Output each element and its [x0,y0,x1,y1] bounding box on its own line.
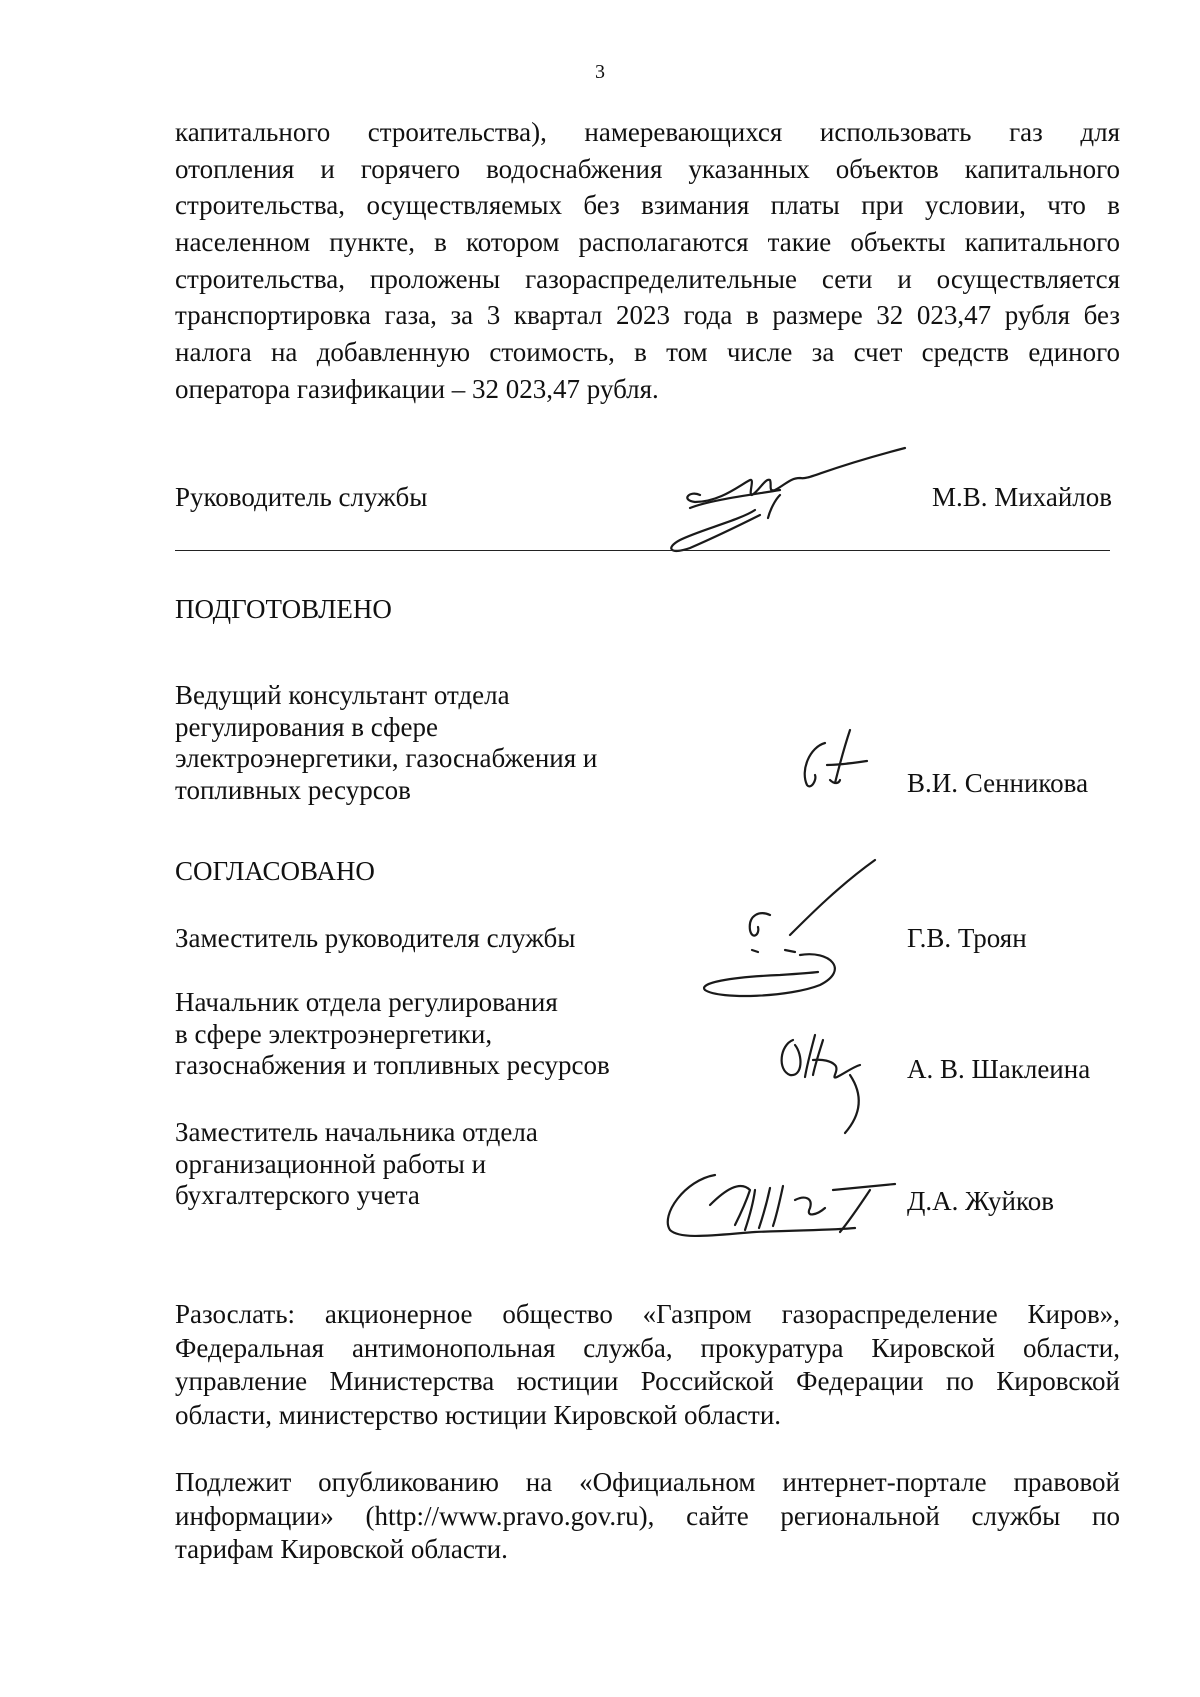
body-line: оператора газификации – 32 023,47 рубля. [175,373,659,404]
agreed-signature-image-3 [655,1160,905,1245]
head-name: М.В. Михайлов [932,482,1113,512]
body-line: строительства, проложены газораспределительные сети и осуществляется [175,263,1120,294]
page-number: 3 [595,61,605,83]
body-line: капитального строительства), намеревающихся использовать газ для [175,117,1120,147]
body-line: населенном пункте, в котором располагаются такие объекты капитального [175,227,1120,258]
agreed-name-2: А. В. Шаклеина [907,1054,1091,1084]
body-line: налога на добавленную стоимость, в том числе за счет средств единого [175,337,1120,368]
body-line: транспортировка газа, за 3 квартал 2023 года в размере 32 023,47 рубля без [175,300,1120,331]
publication-paragraph [175,1466,1120,1567]
position-line: Ведущий консультант отдела [175,680,510,710]
distribution-line: области, министерство юстиции Кировской области. [175,1399,782,1430]
agreed-name-1: Г.В. Троян [907,923,1027,953]
agreed-position-2 [175,987,610,1082]
agreed-position-3 [175,1117,538,1212]
head-signature-image [660,440,930,555]
position-line: организационной работы и [175,1148,487,1179]
distribution-line: управление Министерства юстиции Российской Федерации по Кировской [175,1366,1120,1396]
body-paragraph [175,114,1120,408]
position-line: Начальник отдела регулирования [175,987,558,1017]
agreed-name-3: Д.А. Жуйков [907,1186,1054,1216]
distribution-paragraph [175,1298,1120,1432]
prepared-heading: ПОДГОТОВЛЕНО [175,594,392,624]
distribution-line: Разослать: акционерное общество «Газпром газораспределение Киров», [175,1299,1120,1329]
position-line: регулирования в сфере [175,711,439,742]
position-line: электроэнергетики, газоснабжения и [175,743,598,773]
head-position: Руководитель службы [175,482,428,512]
publication-line: информации» (http://www.pravo.gov.ru), сайте региональной службы по [175,1500,1120,1531]
position-line: газоснабжения и топливных ресурсов [175,1050,610,1080]
position-line: в сфере электроэнергетики, [175,1018,493,1049]
distribution-line: Федеральная антимонопольная служба, прокуратура Кировской области, [175,1332,1120,1363]
position-line: Заместитель руководителя службы [175,923,576,953]
publication-line: тарифам Кировской области. [175,1534,508,1564]
position-line: бухгалтерского учета [175,1180,420,1210]
agreed-position-1 [175,923,575,955]
position-line: Заместитель начальника отдела [175,1117,538,1147]
agreed-signature-image-2 [775,1025,885,1145]
publication-line: Подлежит опубликованию на «Официальном интернет-портале правовой [175,1467,1120,1497]
agreed-heading: СОГЛАСОВАНО [175,856,375,886]
agreed-signature-image-1 [700,855,885,1000]
prepared-position [175,680,597,806]
body-line: отопления и горячего водоснабжения указанных объектов капитального [175,153,1120,184]
prepared-name: В.И. Сенникова [907,768,1089,798]
body-line: строительства, осуществляемых без взимания платы при условии, что в [175,190,1120,221]
signature-divider [175,550,1110,551]
position-line: топливных ресурсов [175,774,411,805]
prepared-signature-image [795,725,885,795]
